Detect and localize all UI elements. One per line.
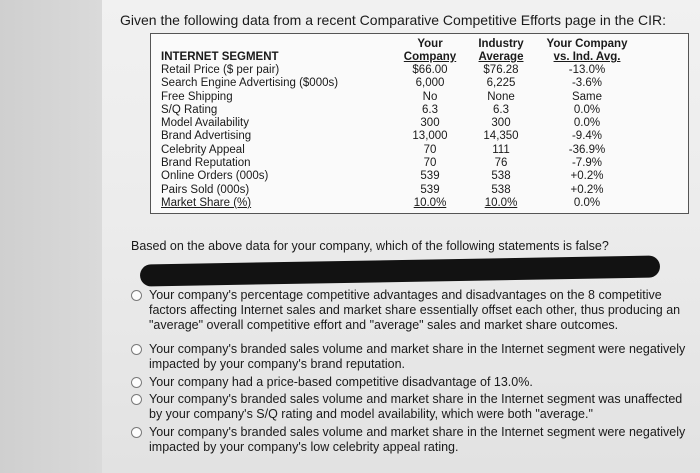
industry-header-line2: Average — [478, 51, 524, 63]
segment-label: Brand Advertising — [161, 130, 252, 143]
diff-value: 0.0% — [573, 117, 601, 130]
diff-value: +0.2% — [570, 170, 604, 183]
answer-option-3[interactable] — [131, 375, 686, 390]
company-value: 6,000 — [415, 77, 445, 90]
diff-value: -36.9% — [568, 143, 606, 156]
industry-value: 14,350 — [483, 130, 519, 143]
industry-value: 6,225 — [486, 77, 516, 90]
option-text: Your company's branded sales volume and market share in the Internet segment were negatively impacted by your company's low celebrity appeal rating. — [149, 425, 686, 454]
company-value: 300 — [420, 117, 440, 130]
question-prompt: Based on the above data for your company, which of the following statements is false? — [131, 239, 609, 253]
option-text: Your company's branded sales volume and market share in the Internet segment were negatively impacted by your company's brand reputation. — [149, 342, 686, 371]
diff-value: -9.4% — [571, 130, 603, 143]
cir-data-table — [150, 33, 689, 214]
segment-label: Market Share (%) — [161, 196, 252, 209]
option-text: Your company had a price-based competitive disadvantage of 13.0%. — [149, 375, 533, 389]
industry-header-line1: Industry — [478, 38, 524, 50]
segment-label: Retail Price ($ per pair) — [161, 64, 280, 76]
industry-value: 111 — [492, 143, 510, 156]
segment-label: Brand Reputation — [161, 157, 251, 170]
industry-value: 300 — [491, 117, 511, 130]
company-column — [399, 38, 461, 210]
radio-button[interactable] — [131, 344, 142, 355]
radio-button[interactable] — [131, 377, 142, 388]
answer-option-2[interactable] — [131, 342, 686, 372]
radio-button[interactable] — [131, 394, 142, 405]
segment-label: Search Engine Advertising ($000s) — [161, 77, 339, 90]
industry-value: 538 — [491, 183, 511, 196]
industry-value: 538 — [491, 170, 511, 183]
option-text: Your company's branded sales volume and market share in the Internet segment was unaffected by your company's S/Q rating and model availability, which were both "average." — [149, 392, 683, 421]
company-value: 13,000 — [412, 130, 448, 143]
segment-label: S/Q Rating — [161, 103, 218, 116]
company-value: 539 — [420, 170, 440, 183]
answer-option-4[interactable] — [131, 392, 686, 422]
diff-value: 0.0% — [573, 196, 601, 209]
company-header-line1: Your — [417, 38, 443, 50]
company-value: 70 — [423, 143, 437, 156]
segment-label: Celebrity Appeal — [161, 143, 245, 156]
segment-label: Free Shipping — [161, 90, 233, 103]
diff-value: Same — [571, 90, 603, 103]
question-heading: Given the following data from a recent Comparative Competitive Efforts page in the CIR: — [120, 12, 667, 28]
company-value: 6.3 — [422, 103, 438, 116]
industry-value: 76 — [494, 157, 508, 170]
diff-column — [546, 38, 628, 210]
segment-label: Pairs Sold (000s) — [161, 183, 250, 196]
diff-value: -7.9% — [571, 157, 603, 170]
segment-label: Model Availability — [161, 117, 250, 130]
company-value: 10.0% — [413, 196, 447, 209]
diff-value: +0.2% — [570, 183, 604, 196]
company-value: $66.00 — [412, 64, 448, 76]
radio-button[interactable] — [131, 427, 142, 438]
diff-header-line1: Your Company — [546, 38, 628, 50]
diff-value: -3.6% — [571, 77, 603, 90]
option-text: Your company's percentage competitive advantages and disadvantages on the 8 competitive factors affecting Internet sales and market share essentially offset each other, thus producing an "average" overall competitive effort and "average" sales and market share outcomes. — [149, 288, 681, 332]
industry-value: 10.0% — [484, 196, 518, 209]
radio-button[interactable] — [131, 290, 142, 301]
company-value: 70 — [423, 157, 437, 170]
segment-label: Online Orders (000s) — [161, 170, 269, 183]
segment-column — [161, 38, 338, 210]
answer-option-1[interactable] — [131, 288, 686, 333]
segment-header: INTERNET SEGMENT — [161, 51, 279, 63]
company-value: 539 — [420, 183, 440, 196]
company-value: No — [422, 90, 438, 103]
diff-value: -13.0% — [568, 64, 606, 76]
industry-value: $76.28 — [483, 64, 519, 76]
answer-option-5[interactable] — [131, 425, 686, 455]
industry-value: 6.3 — [493, 103, 509, 116]
background-edge — [0, 0, 102, 473]
industry-value: None — [487, 90, 515, 103]
industry-column — [467, 38, 535, 210]
diff-header-line2: vs. Ind. Avg. — [553, 51, 621, 63]
company-header-line2: Company — [403, 51, 457, 63]
diff-value: 0.0% — [573, 103, 601, 116]
